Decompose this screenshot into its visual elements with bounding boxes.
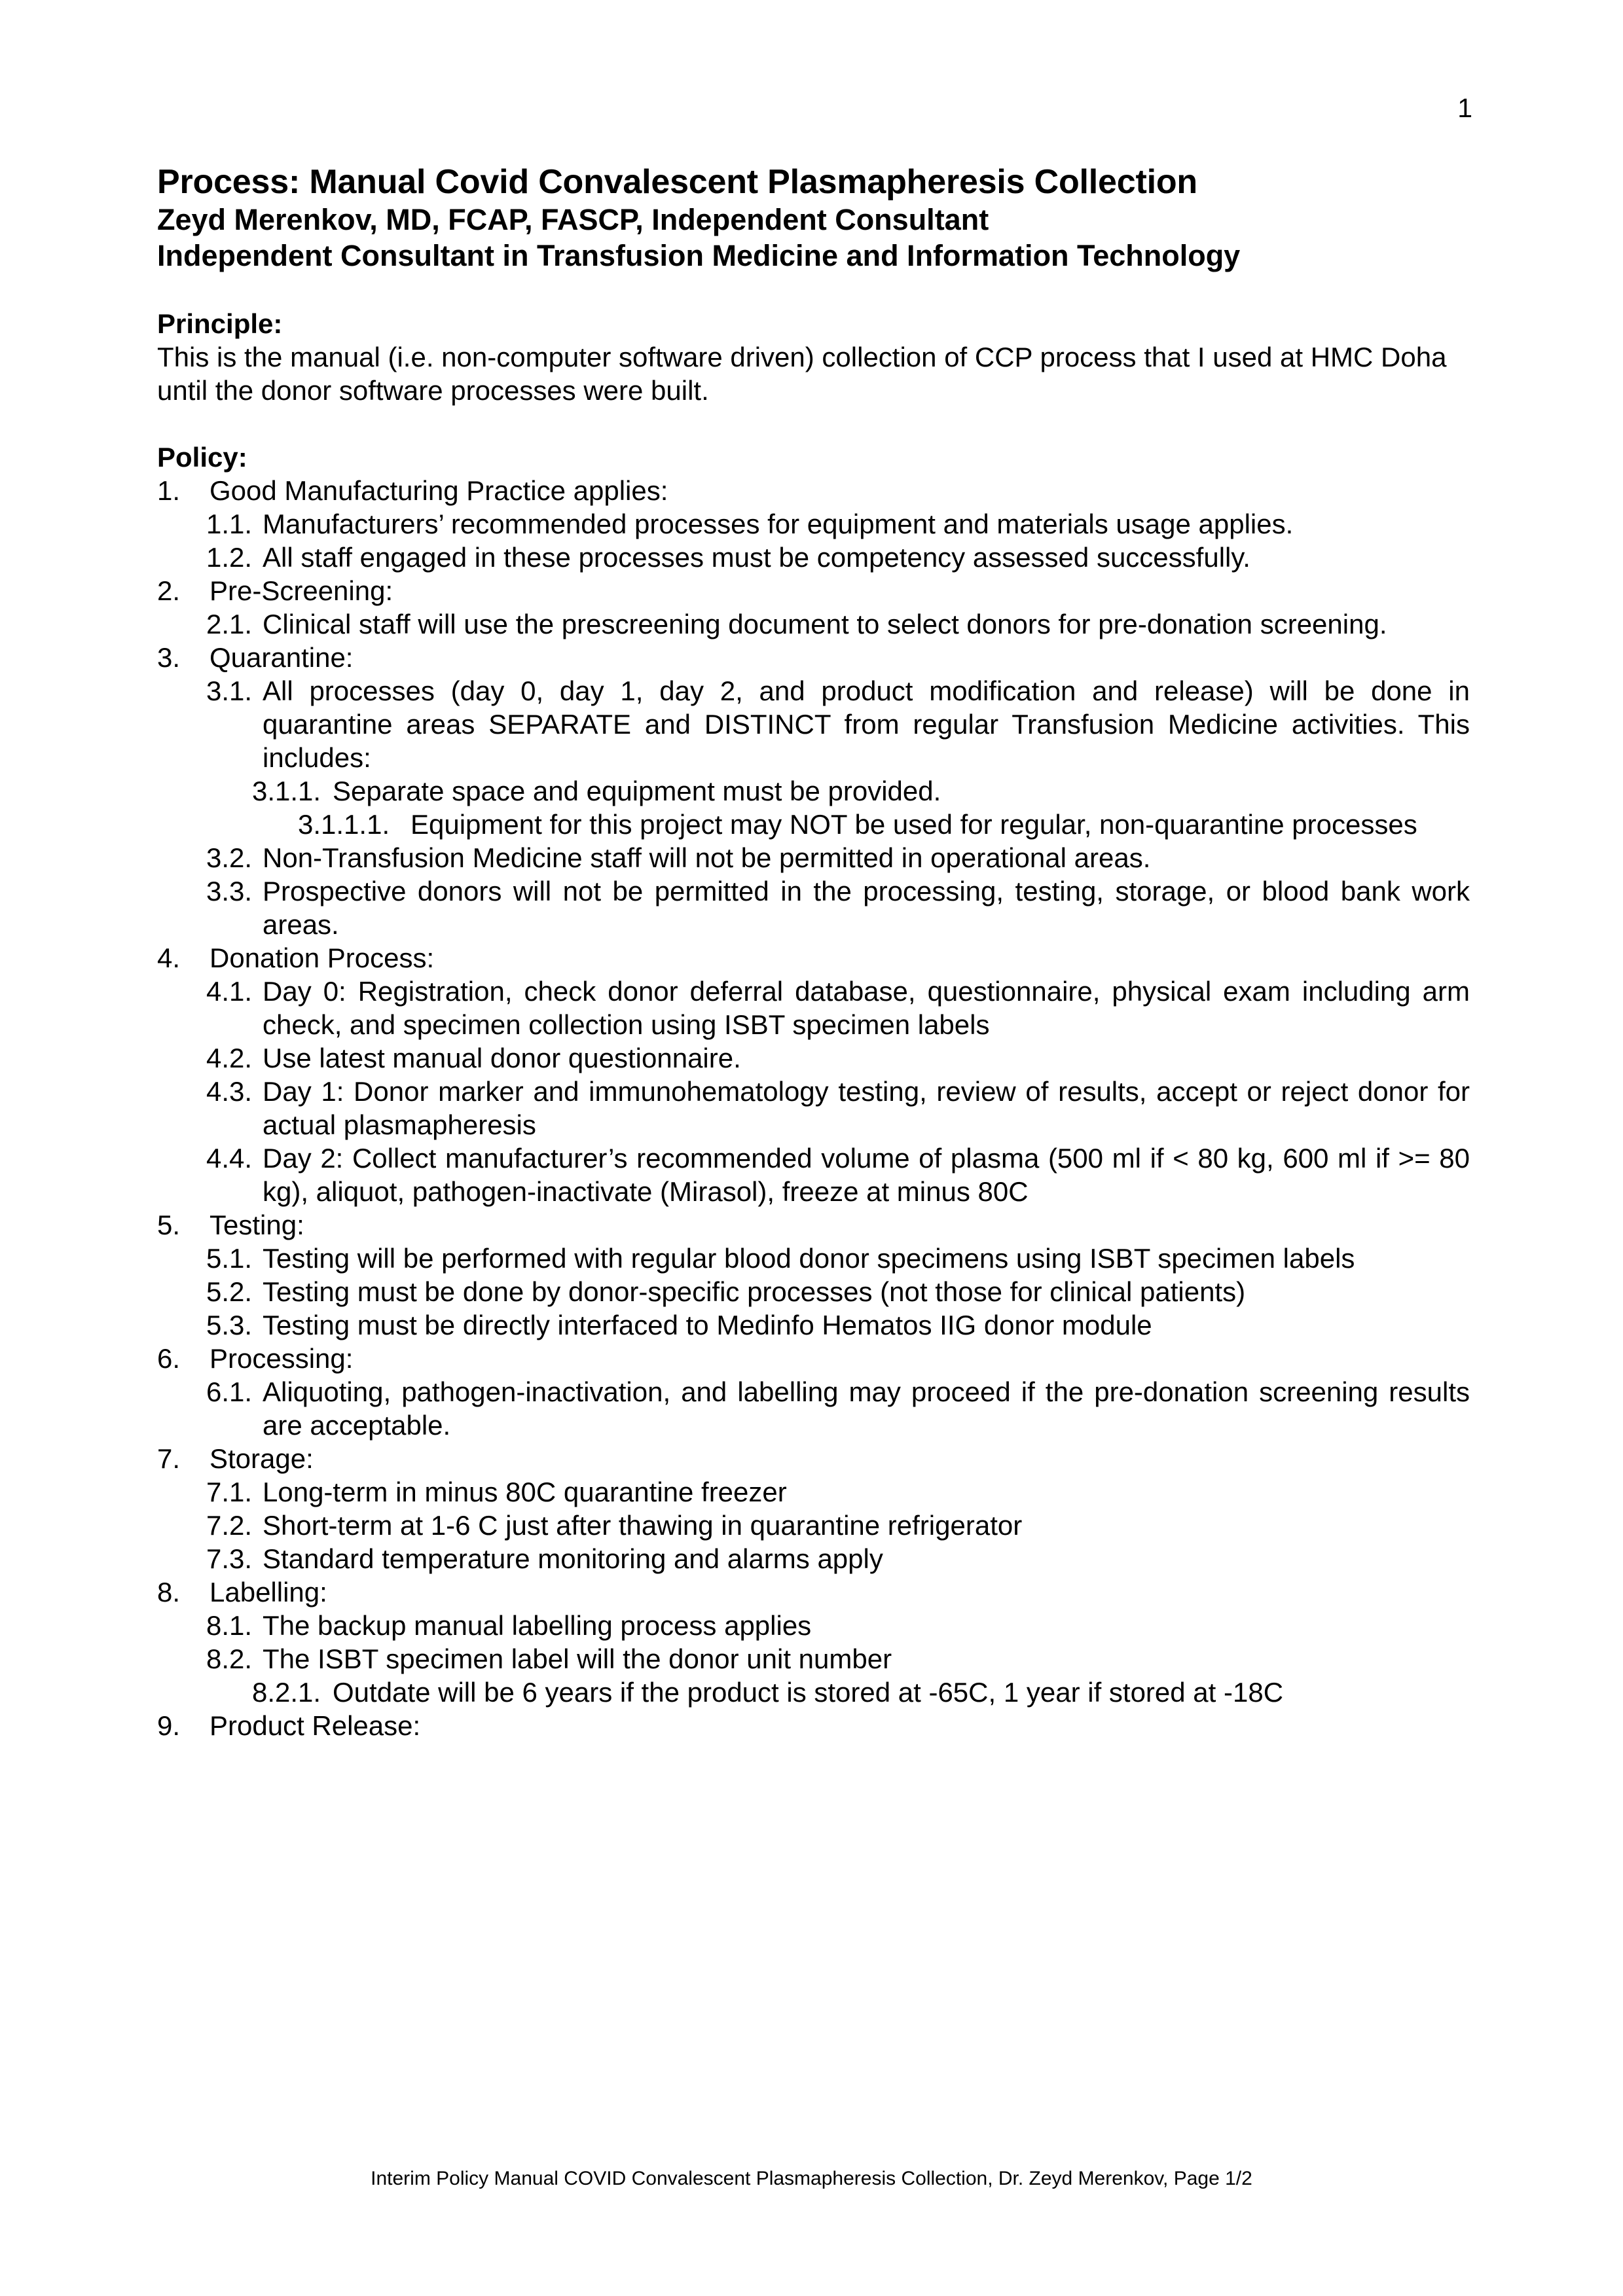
policy-heading: Policy: bbox=[157, 442, 247, 473]
policy-list bbox=[157, 474, 1470, 1742]
policy-item-text: All staff engaged in these processes must be competency assessed successfully. bbox=[263, 542, 1250, 573]
policy-item-number: 3.2. bbox=[206, 842, 253, 873]
policy-item-text: Testing will be performed with regular blood donor specimens using ISBT specimen labels bbox=[263, 1243, 1355, 1274]
policy-item-number: 8. bbox=[157, 1577, 181, 1607]
page-title: Process: Manual Covid Convalescent Plasmapheresis Collection bbox=[157, 163, 1197, 201]
policy-item bbox=[157, 474, 1470, 507]
policy-item-number: 1.2. bbox=[206, 542, 253, 573]
policy-item-number: 3.1. bbox=[206, 675, 253, 706]
policy-item-text: Day 1: Donor marker and immunohematology testing, review of results, accept or reject donor for actual plasmapheresis bbox=[263, 1076, 1470, 1140]
policy-item-number: 2.1. bbox=[206, 609, 253, 639]
policy-item-text: Day 2: Collect manufacturer’s recommended volume of plasma (500 ml if < 80 kg, 600 ml if >= 80 kg), aliquot, pathogen-inactivate (Mirasol), freeze at minus 80C bbox=[263, 1143, 1470, 1207]
policy-item-number: 4.1. bbox=[206, 976, 253, 1007]
policy-item-text: Storage: bbox=[210, 1443, 314, 1474]
policy-item bbox=[206, 841, 1470, 874]
policy-item bbox=[206, 1642, 1470, 1676]
policy-item bbox=[206, 541, 1470, 574]
policy-item-number: 5.1. bbox=[206, 1243, 253, 1274]
policy-item bbox=[206, 975, 1470, 1041]
title-block bbox=[157, 162, 1470, 274]
policy-item bbox=[206, 1609, 1470, 1642]
policy-item-text: Equipment for this project may NOT be used for regular, non-quarantine processes bbox=[410, 809, 1417, 840]
policy-item bbox=[157, 574, 1470, 607]
policy-item-text: The backup manual labelling process applies bbox=[263, 1610, 812, 1641]
policy-item bbox=[206, 1275, 1470, 1308]
policy-item-text: Prospective donors will not be permitted in the processing, testing, storage, or blood bank work areas. bbox=[263, 876, 1470, 940]
policy-item-text: Non-Transfusion Medicine staff will not be permitted in operational areas. bbox=[263, 842, 1151, 873]
policy-item bbox=[157, 941, 1470, 975]
policy-item-number: 4. bbox=[157, 942, 181, 973]
policy-item-text: Outdate will be 6 years if the product is stored at -65C, 1 year if stored at -18C bbox=[333, 1677, 1284, 1708]
policy-item-text: Day 0: Registration, check donor deferral database, questionnaire, physical exam including arm check, and specimen collection using ISBT specimen labels bbox=[263, 976, 1470, 1040]
policy-item-text: Testing must be directly interfaced to Medinfo Hematos IIG donor module bbox=[263, 1310, 1152, 1340]
policy-item-text: Processing: bbox=[210, 1343, 354, 1374]
policy-item-number: 3.3. bbox=[206, 876, 253, 906]
policy-item bbox=[252, 774, 1470, 808]
policy-item-number: 7.3. bbox=[206, 1543, 253, 1574]
spacer bbox=[157, 407, 1470, 440]
policy-item-text: Labelling: bbox=[210, 1577, 327, 1607]
policy-item-number: 5. bbox=[157, 1210, 181, 1240]
policy-item-number: 3.1.1. bbox=[252, 776, 321, 806]
policy-item bbox=[206, 1308, 1470, 1342]
policy-item bbox=[206, 1375, 1470, 1442]
policy-item bbox=[298, 808, 1470, 841]
principle-text: This is the manual (i.e. non-computer software driven) collection of CCP process that I used at HMC Doha until the donor software processes were built. bbox=[157, 342, 1447, 406]
policy-item-number: 6.1. bbox=[206, 1376, 253, 1407]
policy-item bbox=[252, 1676, 1470, 1709]
policy-item-text: Donation Process: bbox=[210, 942, 435, 973]
policy-item-number: 9. bbox=[157, 1710, 181, 1741]
policy-item bbox=[157, 1208, 1470, 1242]
spacer bbox=[157, 274, 1470, 307]
policy-item bbox=[206, 1075, 1470, 1141]
page-footer: Interim Policy Manual COVID Convalescent Plasmapheresis Collection, Dr. Zeyd Merenkov, Page 1/2 bbox=[371, 2168, 1252, 2189]
policy-item-text: The ISBT specimen label will the donor unit number bbox=[263, 1643, 892, 1674]
policy-item-number: 4.3. bbox=[206, 1076, 253, 1107]
policy-item-text: Long-term in minus 80C quarantine freezer bbox=[263, 1477, 787, 1507]
policy-item-number: 3.1.1.1. bbox=[298, 809, 390, 840]
policy-item bbox=[206, 1475, 1470, 1509]
role-line: Independent Consultant in Transfusion Medicine and Information Technology bbox=[157, 239, 1241, 272]
author-line: Zeyd Merenkov, MD, FCAP, FASCP, Independent Consultant bbox=[157, 203, 989, 236]
policy-item-text: Separate space and equipment must be provided. bbox=[333, 776, 941, 806]
page-number: 1 bbox=[1457, 93, 1472, 123]
policy-item-number: 4.2. bbox=[206, 1043, 253, 1073]
policy-item bbox=[157, 1575, 1470, 1609]
policy-item bbox=[206, 1509, 1470, 1542]
policy-item bbox=[157, 641, 1470, 674]
policy-item-text: Testing: bbox=[210, 1210, 304, 1240]
policy-item-text: Standard temperature monitoring and alarms apply bbox=[263, 1543, 883, 1574]
policy-item bbox=[206, 607, 1470, 641]
policy-item bbox=[206, 507, 1470, 541]
policy-item bbox=[157, 1442, 1470, 1475]
policy-item-number: 6. bbox=[157, 1343, 181, 1374]
policy-item-text: Short-term at 1-6 C just after thawing in quarantine refrigerator bbox=[263, 1510, 1023, 1541]
policy-item-number: 7.2. bbox=[206, 1510, 253, 1541]
policy-item-number: 8.2. bbox=[206, 1643, 253, 1674]
policy-item-text: Product Release: bbox=[210, 1710, 421, 1741]
policy-item-text: Quarantine: bbox=[210, 642, 354, 673]
policy-item-number: 2. bbox=[157, 575, 181, 606]
policy-item-text: All processes (day 0, day 1, day 2, and product modification and release) will be done in quarantine areas SEPARATE and DISTINCT from regular Transfusion Medicine activities. This includes: bbox=[263, 675, 1470, 773]
policy-item-text: Use latest manual donor questionnaire. bbox=[263, 1043, 741, 1073]
policy-item-number: 8.1. bbox=[206, 1610, 253, 1641]
policy-item-number: 3. bbox=[157, 642, 181, 673]
policy-item bbox=[157, 1709, 1470, 1742]
policy-item-number: 4.4. bbox=[206, 1143, 253, 1174]
policy-item bbox=[157, 1342, 1470, 1375]
policy-item-text: Manufacturers’ recommended processes for equipment and materials usage applies. bbox=[263, 509, 1294, 539]
policy-item bbox=[206, 1542, 1470, 1575]
policy-item-number: 1.1. bbox=[206, 509, 253, 539]
policy-item-number: 1. bbox=[157, 475, 181, 506]
policy-item bbox=[206, 874, 1470, 941]
policy-item-text: Aliquoting, pathogen-inactivation, and labelling may proceed if the pre-donation screening results are acceptable. bbox=[263, 1376, 1470, 1441]
policy-item-number: 8.2.1. bbox=[252, 1677, 321, 1708]
policy-item-text: Pre-Screening: bbox=[210, 575, 393, 606]
policy-item bbox=[206, 674, 1470, 774]
policy-item-number: 5.3. bbox=[206, 1310, 253, 1340]
policy-item-number: 7. bbox=[157, 1443, 181, 1474]
policy-item bbox=[206, 1141, 1470, 1208]
policy-item bbox=[206, 1041, 1470, 1075]
document-content bbox=[157, 162, 1470, 1742]
policy-item-number: 7.1. bbox=[206, 1477, 253, 1507]
policy-item-number: 5.2. bbox=[206, 1276, 253, 1307]
principle-heading: Principle: bbox=[157, 308, 283, 339]
policy-item-text: Good Manufacturing Practice applies: bbox=[210, 475, 668, 506]
policy-item bbox=[206, 1242, 1470, 1275]
policy-item-text: Testing must be done by donor-specific processes (not those for clinical patients) bbox=[263, 1276, 1246, 1307]
policy-item-text: Clinical staff will use the prescreening document to select donors for pre-donation screening. bbox=[263, 609, 1387, 639]
